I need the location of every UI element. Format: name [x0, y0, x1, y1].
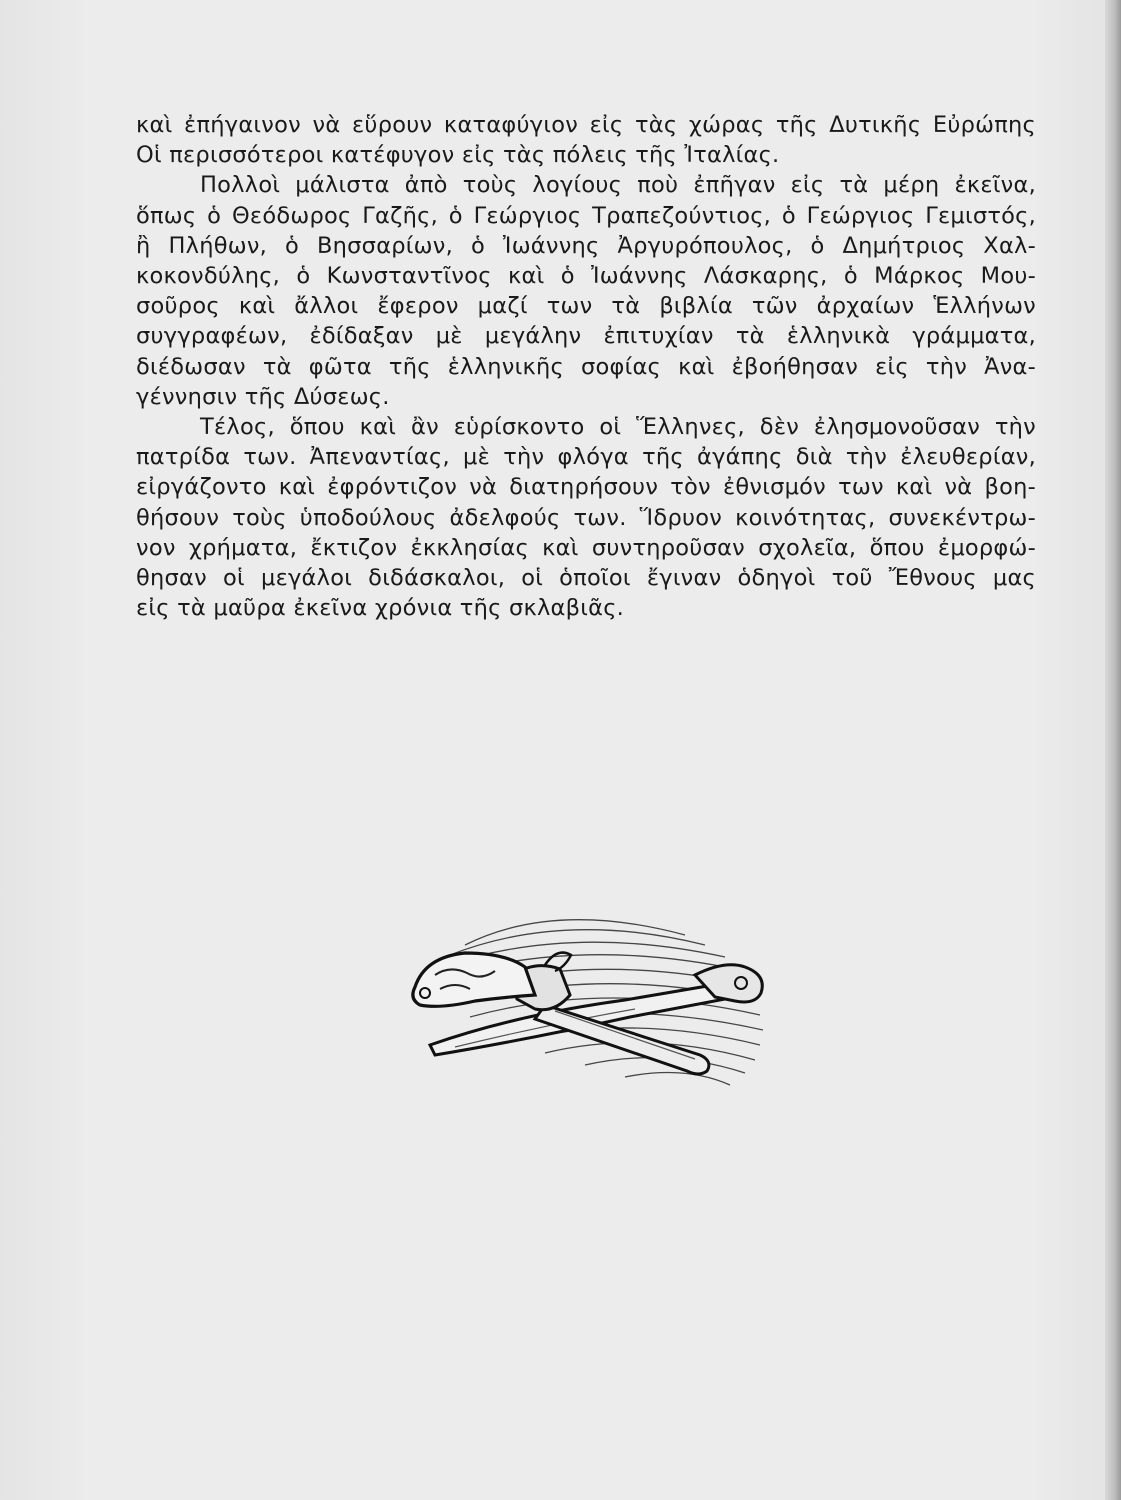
text-line: ὅπως ὁ Θεόδωρος Γαζῆς, ὁ Γεώργιος Τραπεζούντιος, ὁ Γεώργιος Γεμιστός, — [136, 202, 1036, 229]
text-line: νον χρήματα, ἔκτιζον ἐκκλησίας καὶ συντηροῦσαν σχολεῖα, ὅπου ἐμορφώ- — [136, 534, 1036, 561]
text-line: θησαν οἱ μεγάλοι διδάσκαλοι, οἱ ὁποῖοι ἔγιναν ὁδηγοὶ τοῦ Ἔθνους μας — [136, 565, 1036, 592]
page-edge-shadow — [1105, 0, 1121, 1500]
paragraph-start-line: Πολλοὶ μάλιστα ἀπὸ τοὺς λογίους ποὺ ἐπῆγαν εἰς τὰ μέρη ἐκεῖνα, — [200, 172, 1036, 199]
text-line: γέννησιν τῆς Δύσεως. — [136, 383, 390, 410]
text-line: διέδωσαν τὰ φῶτα τῆς ἑλληνικῆς σοφίας καὶ ἐβοήθησαν εἰς τὴν Ἀνα- — [136, 353, 1036, 380]
text-line: εἰργάζοντο καὶ ἐφρόντιζον νὰ διατηρήσουν τὸν ἐθνισμόν των καὶ νὰ βοη- — [136, 474, 1036, 501]
text-line: ἢ Πλήθων, ὁ Βησσαρίων, ὁ Ἰωάννης Ἀργυρόπουλος, ὁ Δημήτριος Χαλ- — [136, 232, 1036, 259]
text-line: θήσουν τοὺς ὑποδούλους ἀδελφούς των. Ἵδρυον κοινότητας, συνεκέντρω- — [136, 504, 1036, 531]
paragraph-start-line: Τέλος, ὅπου καὶ ἂν εὑρίσκοντο οἱ Ἕλληνες, δὲν ἐλησμονοῦσαν τὴν — [200, 414, 1036, 441]
text-line: εἰς τὰ μαῦρα ἐκεῖνα χρόνια τῆς σκλαβιᾶς. — [136, 595, 625, 622]
body-text — [136, 110, 1036, 623]
pistol-sword-vignette — [395, 905, 795, 1100]
text-line: συγγραφέων, ἐδίδαξαν μὲ μεγάλην ἐπιτυχίαν τὰ ἑλληνικὰ γράμματα, — [136, 323, 1036, 350]
text-line: Οἱ περισσότεροι κατέφυγον εἰς τὰς πόλεις τῆς Ἰταλίας. — [136, 142, 780, 169]
text-line: σοῦρος καὶ ἄλλοι ἔφερον μαζί των τὰ βιβλία τῶν ἀρχαίων Ἑλλήνων — [136, 293, 1036, 320]
text-line: πατρίδα των. Ἀπεναντίας, μὲ τὴν φλόγα τῆς ἀγάπης διὰ τὴν ἐλευθερίαν, — [136, 444, 1036, 471]
text-line: κοκονδύλης, ὁ Κωνσταντῖνος καὶ ὁ Ἰωάννης Λάσκαρης, ὁ Μάρκος Μου- — [136, 263, 1036, 290]
text-line: καὶ ἐπήγαινον νὰ εὕρουν καταφύγιον εἰς τὰς χώρας τῆς Δυτικῆς Εὐρώπης — [136, 112, 1036, 138]
